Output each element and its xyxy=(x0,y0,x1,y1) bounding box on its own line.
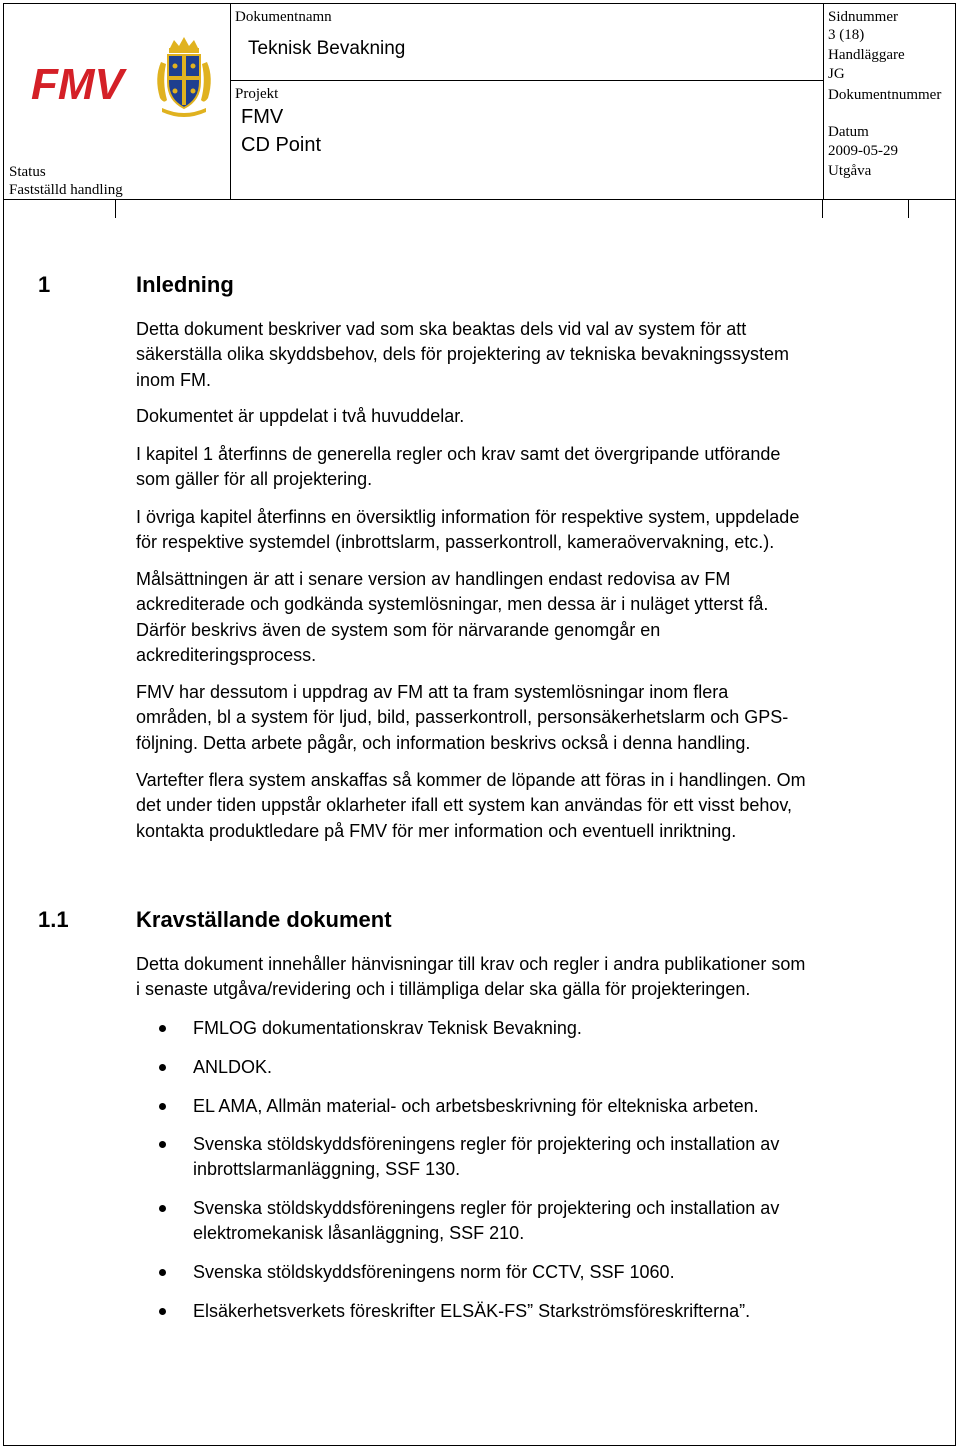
text-line: Dokumentet är uppdelat i två huvuddelar. xyxy=(136,406,465,426)
list-item xyxy=(193,1196,953,1247)
text-line: FMV har dessutom i uppdrag av FM att ta fram systemlösningar inom flera xyxy=(136,682,729,702)
text-line: säkerställa olika skyddsbehov, dels för projektering av tekniska bevakningssystem xyxy=(136,344,789,365)
text-line: Vartefter flera system anskaffas så kommer de löpande att föras in i handlingen. Om xyxy=(136,770,806,790)
text-line: FMLOG dokumentationskrav Teknisk Bevakning. xyxy=(193,1018,582,1038)
bullet-icon xyxy=(159,1141,166,1148)
project-line2: CD Point xyxy=(241,134,322,156)
page-number-value: 3 (18) xyxy=(828,27,865,43)
text-line: det under tiden uppstår oklarheter ifall ett system kan användas för ett visst behov, xyxy=(136,795,793,816)
text-line: Svenska stöldskyddsföreningens norm för CCTV, SSF 1060. xyxy=(193,1262,675,1282)
project-label: Projekt xyxy=(235,86,279,102)
text-line: som gäller för all projektering. xyxy=(136,469,373,490)
bullet-icon xyxy=(159,1308,166,1315)
section-1-1-title: Kravställande dokument xyxy=(136,907,392,932)
page-number-label: Sidnummer xyxy=(828,9,898,25)
paragraph xyxy=(136,317,954,393)
text-line: ANLDOK. xyxy=(193,1057,273,1077)
header-tick xyxy=(822,200,823,218)
header-tick xyxy=(115,200,116,218)
header-tick xyxy=(908,200,909,218)
section-1-1-number: 1.1 xyxy=(38,907,69,932)
list-item xyxy=(193,1055,953,1080)
text-line: i senaste utgåva/revidering och i tillämpliga delar ska gälla för projekteringen. xyxy=(136,979,751,1000)
text-line: områden, bl a system för ljud, bild, passerkontroll, personsäkerhetslarm och GPS- xyxy=(136,707,789,728)
handler-value: JG xyxy=(828,66,845,82)
paragraph xyxy=(136,567,954,668)
list-item xyxy=(193,1260,953,1285)
edition-label: Utgåva xyxy=(828,163,872,179)
text-line: för respektive systemdel (inbrottslarm, passerkontroll, kameraövervakning, etc.). xyxy=(136,532,775,553)
text-line: inbrottslarmanläggning, SSF 130. xyxy=(193,1159,461,1180)
docname-value: Teknisk Bevakning xyxy=(248,38,406,59)
meta-cell xyxy=(824,4,955,200)
text-line: inom FM. xyxy=(136,369,212,390)
bullet-icon xyxy=(159,1025,166,1032)
logo-cell xyxy=(4,4,231,200)
bullet-icon xyxy=(159,1064,166,1071)
text-line: I kapitel 1 återfinns de generella regler och krav samt det övergripande utförande xyxy=(136,444,781,464)
document-header xyxy=(4,4,955,200)
text-line: ackrediterade och godkända systemlösningar, men dessa är i nuläget ytterst få. xyxy=(136,594,769,615)
paragraph xyxy=(136,952,954,1003)
text-line: I övriga kapitel återfinns en översiktlig information för respektive system, uppdelade xyxy=(136,507,800,527)
text-line: Svenska stöldskyddsföreningens regler för projektering och installation av xyxy=(193,1134,780,1154)
paragraph xyxy=(136,768,954,844)
bullet-icon xyxy=(159,1103,166,1110)
bullet-icon xyxy=(159,1205,166,1212)
project-line1: FMV xyxy=(241,106,284,128)
text-line: Målsättningen är att i senare version av handlingen endast redovisa av FM xyxy=(136,569,731,589)
list-item xyxy=(193,1132,953,1183)
bullet-icon xyxy=(159,1269,166,1276)
project-cell xyxy=(231,81,824,200)
crest-icon xyxy=(157,37,211,117)
document-page xyxy=(3,3,956,1446)
status-label: Status xyxy=(9,164,46,180)
status-value: Fastställd handling xyxy=(9,182,123,198)
section-1-title: Inledning xyxy=(136,272,234,297)
date-label: Datum xyxy=(828,124,869,140)
text-line: Detta dokument beskriver vad som ska beaktas dels vid val av system för att xyxy=(136,319,747,339)
text-line: kontakta produktledare på FMV för mer information och eventuell inriktning. xyxy=(136,820,737,841)
handler-label: Handläggare xyxy=(828,47,905,63)
paragraph xyxy=(136,680,954,756)
date-value: 2009-05-29 xyxy=(828,143,898,159)
list-item xyxy=(193,1016,953,1041)
paragraph xyxy=(136,505,954,556)
list-item xyxy=(193,1094,953,1119)
text-line: Därför beskrivs även de system som för närvarande genomgår en xyxy=(136,619,661,640)
text-line: ackrediteringsprocess. xyxy=(136,644,317,665)
text-line: EL AMA, Allmän material- och arbetsbeskrivning för eltekniska arbeten. xyxy=(193,1096,759,1116)
section-1-number: 1 xyxy=(38,272,51,297)
paragraph xyxy=(136,442,954,493)
logo-wordmark: FMV xyxy=(31,60,124,109)
text-line: Svenska stöldskyddsföreningens regler för projektering och installation av xyxy=(193,1198,780,1218)
paragraph xyxy=(136,404,954,429)
docname-label: Dokumentnamn xyxy=(235,9,332,25)
docname-cell xyxy=(231,4,824,81)
text-line: Detta dokument innehåller hänvisningar till krav och regler i andra publikationer som xyxy=(136,954,806,974)
list-item xyxy=(193,1299,953,1324)
document-number-label: Dokumentnummer xyxy=(828,87,942,103)
text-line: elektromekanisk låsanläggning, SSF 210. xyxy=(193,1223,525,1244)
text-line: Elsäkerhetsverkets föreskrifter ELSÄK-FS” Starkströmsföreskrifterna”. xyxy=(193,1301,751,1321)
text-line: följning. Detta arbete pågår, och information beskrivs också i denna handling. xyxy=(136,732,751,753)
fmv-logo xyxy=(4,4,230,154)
